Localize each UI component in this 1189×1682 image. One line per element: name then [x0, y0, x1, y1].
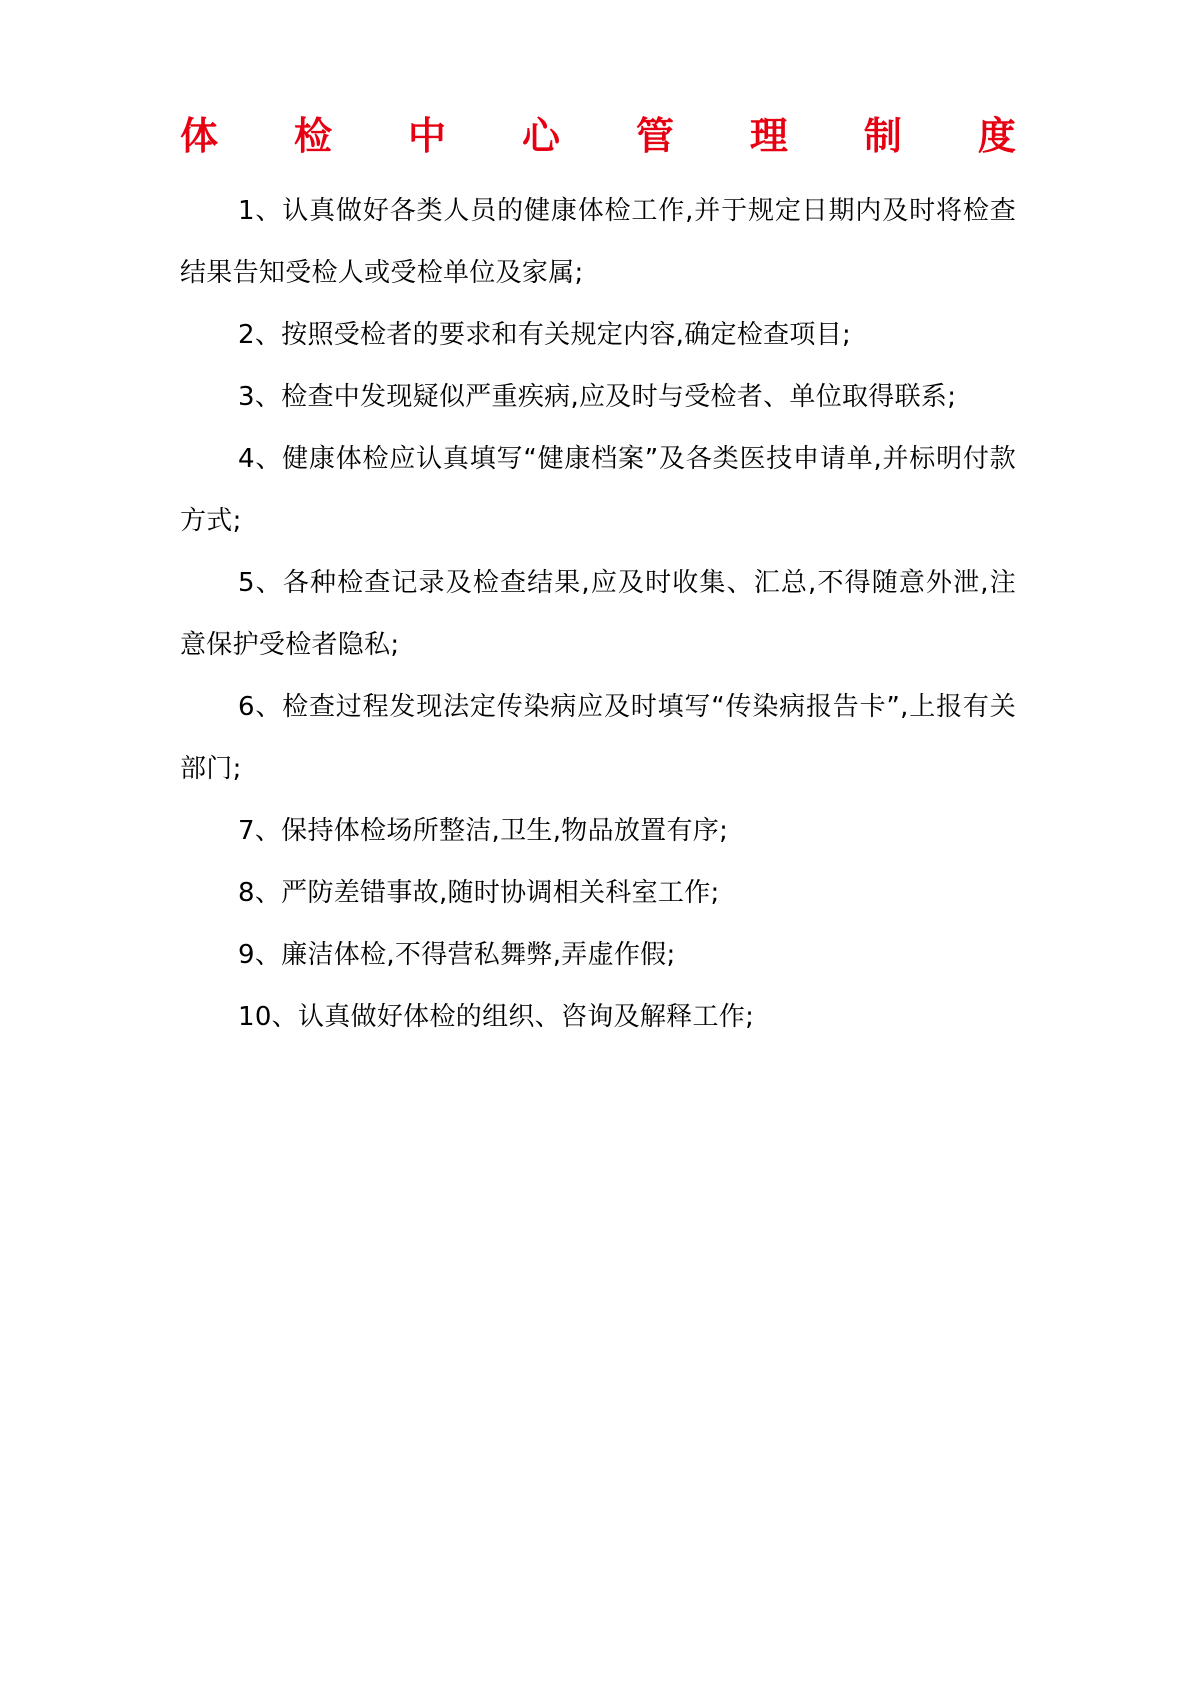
- title-char: 管: [635, 113, 674, 158]
- title-char: 度: [977, 113, 1016, 158]
- rule-item: 6、检查过程发现法定传染病应及时填写“传染病报告卡”,上报有关部门;: [180, 692, 1016, 784]
- rule-item: 5、各种检查记录及检查结果,应及时收集、汇总,不得随意外泄,注意保护受检者隐私;: [180, 568, 1016, 660]
- rule-item: 1、认真做好各类人员的健康体检工作,并于规定日期内及时将检查结果告知受检人或受检单位及家属;: [180, 196, 1016, 288]
- rule-item: 3、检查中发现疑似严重疾病,应及时与受检者、单位取得联系;: [238, 382, 957, 412]
- title-char: 检: [293, 113, 332, 158]
- title-char: 制: [863, 113, 902, 158]
- rule-item: 4、健康体检应认真填写“健康档案”及各类医技申请单,并标明付款方式;: [180, 444, 1016, 536]
- title-char: 中: [407, 113, 446, 158]
- rule-item: 8、严防差错事故,随时协调相关科室工作;: [238, 878, 720, 908]
- document-title: [180, 108, 1016, 164]
- rule-item: 9、廉洁体检,不得营私舞弊,弄虚作假;: [238, 940, 676, 970]
- title-char: 理: [749, 113, 788, 158]
- title-char: 体: [180, 113, 219, 158]
- rule-item: 10、认真做好体检的组织、咨询及解释工作;: [238, 1002, 755, 1032]
- rule-item: 7、保持体检场所整洁,卫生,物品放置有序;: [238, 816, 729, 846]
- rule-item: 2、按照受检者的要求和有关规定内容,确定检查项目;: [238, 320, 852, 350]
- rules-list: [180, 180, 1016, 1048]
- title-char: 心: [521, 113, 560, 158]
